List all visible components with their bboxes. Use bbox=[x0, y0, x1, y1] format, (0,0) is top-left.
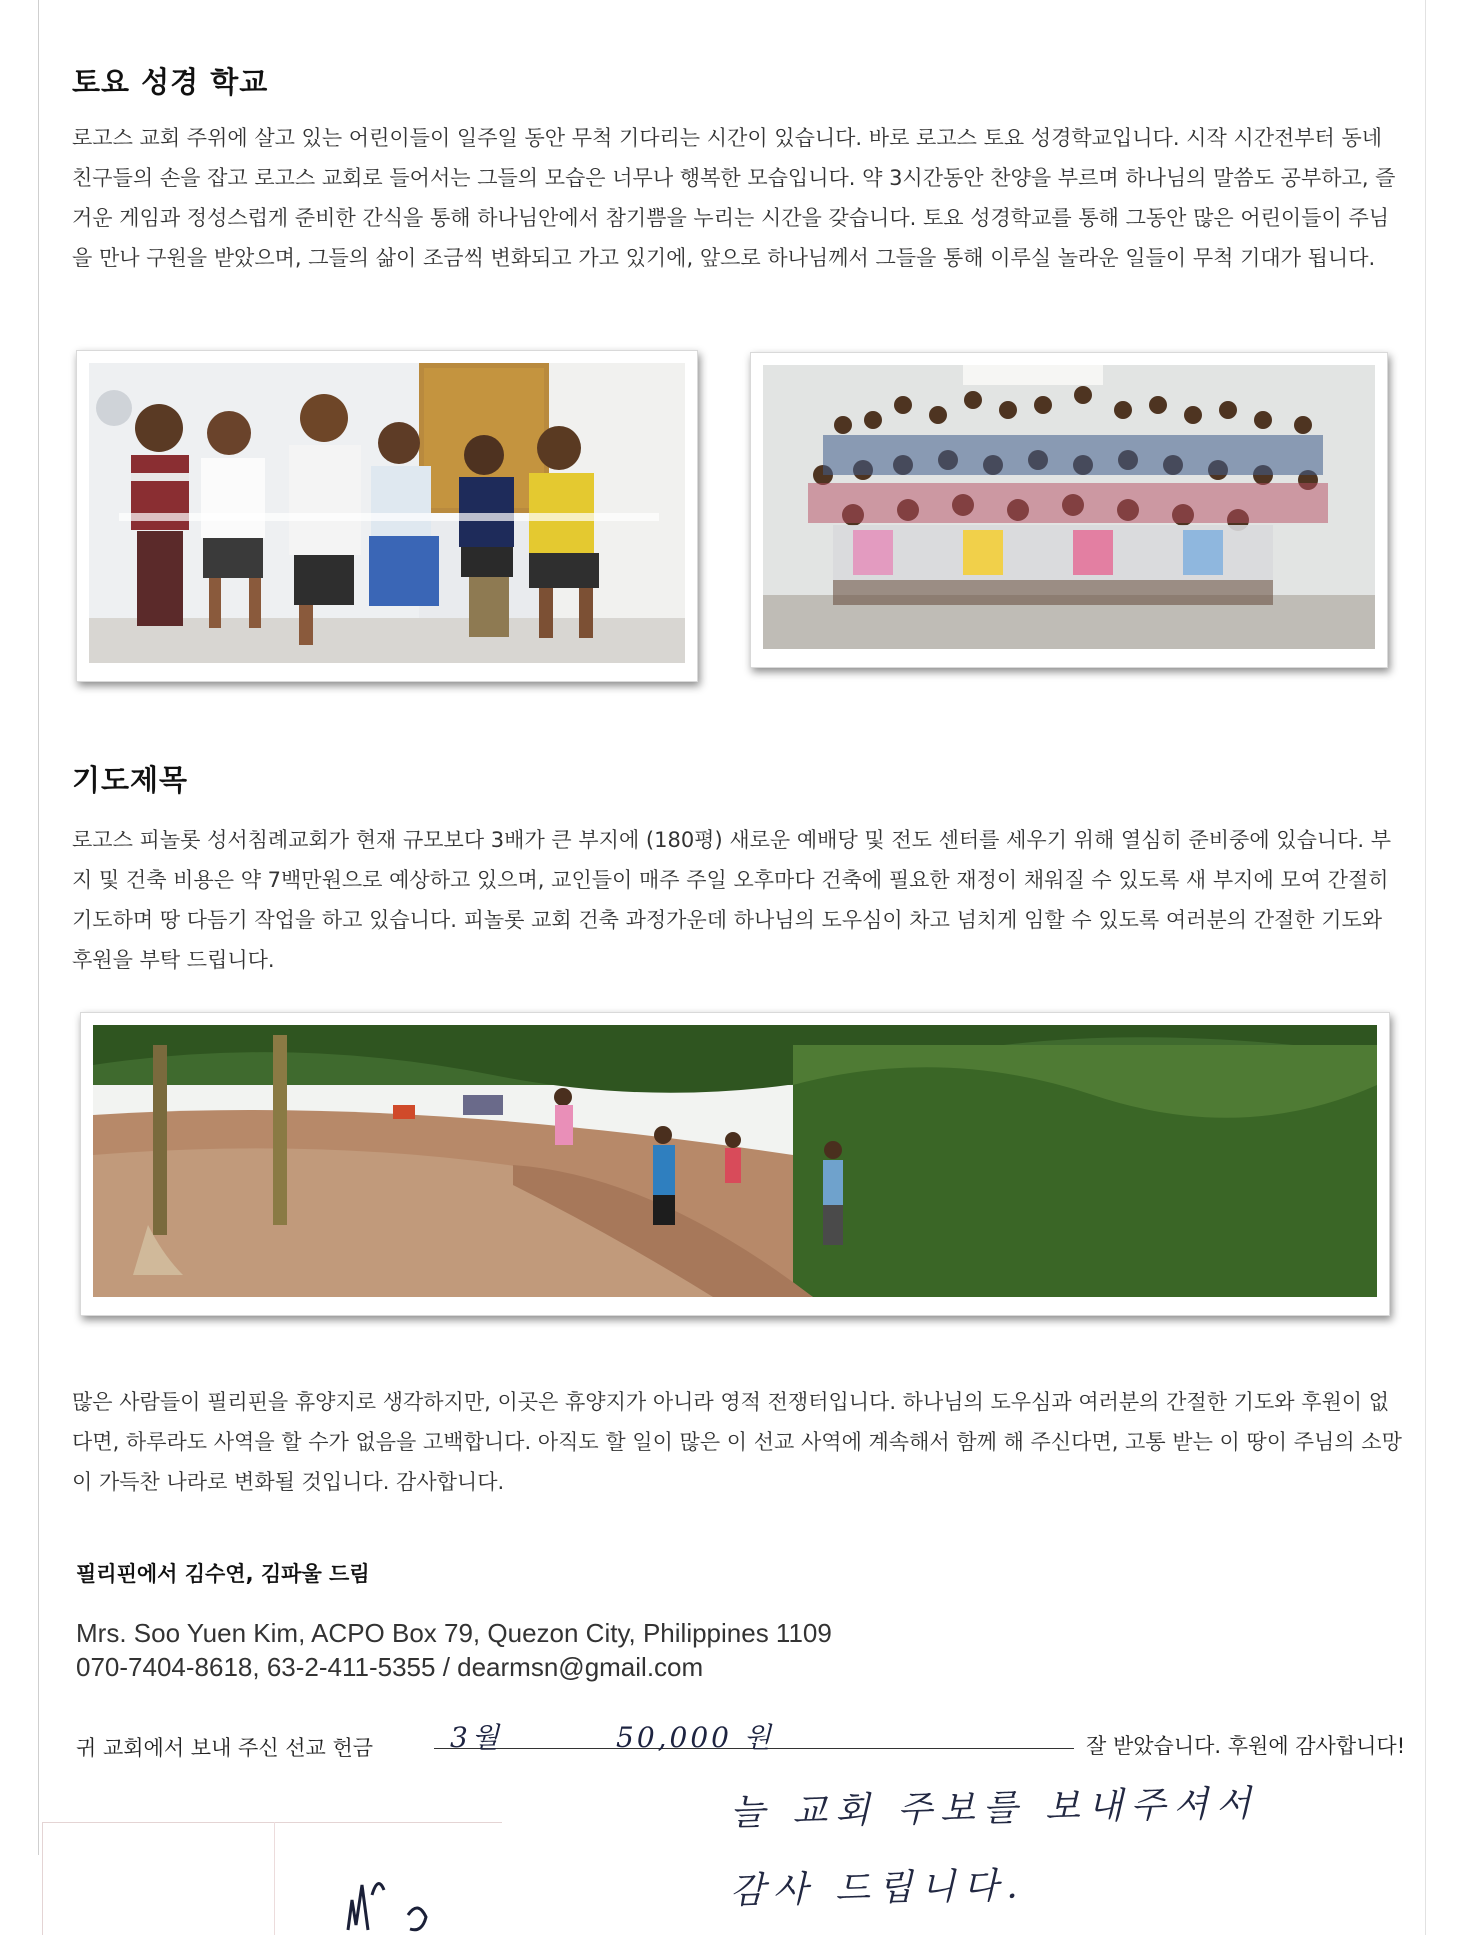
group-photo bbox=[750, 352, 1388, 668]
page-edge-right bbox=[1425, 0, 1426, 1935]
page-edge-left bbox=[38, 0, 39, 1855]
handwritten-note-line2: 감사 드립니다. bbox=[729, 1865, 1026, 1912]
form-border-top bbox=[42, 1822, 502, 1823]
children-seated-image bbox=[89, 363, 685, 663]
receipt-line bbox=[76, 1720, 1416, 1760]
prayer-heading: 기도제목 bbox=[72, 763, 189, 797]
closing-paragraph: 많은 사람들이 필리핀을 휴양지로 생각하지만, 이곳은 휴양지가 아니라 영적 전쟁터입니다. 하나님의 도우심과 여러분의 간절한 기도와 후원이 없다면, 하루라도 사역을 할 수가 없음을 고백합니다. 아직도 할 일이 많은 이 선교 사역에 계속해서 함께 해 주신다면, 고통 받는 이 땅이 주님의 소망이 가득찬 나라로 변화될 것입니다. 감사합니다. bbox=[72, 1390, 1402, 1494]
form-border-divider bbox=[274, 1822, 275, 1935]
phone-email: 070-7404-8618, 63-2-411-5355 / dearmsn@gmail.com bbox=[76, 1652, 704, 1682]
mailing-address: Mrs. Soo Yuen Kim, ACPO Box 79, Quezon City, Philippines 1109 bbox=[76, 1618, 832, 1648]
bible-school-heading: 토요 성경 학교 bbox=[72, 65, 269, 99]
handwritten-note-line1: 늘 교회 주보를 보내주셔서 bbox=[729, 1783, 1260, 1834]
receipt-suffix: 잘 받았습니다. 후원에 감사합니다! bbox=[1086, 1734, 1406, 1758]
handwritten-amount: 50,000 원 bbox=[616, 1721, 774, 1754]
handwritten-signature bbox=[338, 1845, 468, 1935]
land-panorama-photo bbox=[80, 1012, 1390, 1316]
group-image bbox=[763, 365, 1375, 649]
form-border-left bbox=[42, 1822, 43, 1935]
children-seated-photo bbox=[76, 350, 698, 682]
signer-line: 필리핀에서 김수연, 김파울 드림 bbox=[76, 1562, 370, 1586]
land-panorama-image bbox=[93, 1025, 1377, 1297]
receipt-prefix: 귀 교회에서 보내 주신 선교 헌금 bbox=[76, 1736, 374, 1760]
bible-school-paragraph: 로고스 교회 주위에 살고 있는 어린이들이 일주일 동안 무척 기다리는 시간이 있습니다. 바로 로고스 토요 성경학교입니다. 시작 시간전부터 동네 친구들의 손을 잡고 로고스 교회로 들어서는 그들의 모습은 너무나 행복한 모습입니다. 약 3시간동안 찬양을 부르며 하나님의 말씀도 공부하고, 즐거운 게임과 정성스럽게 준비한 간식을 통해 하나님안에서 참기쁨을 누리는 시간을 갖습니다. 토요 성경학교를 통해 그동안 많은 어린이들이 주님을 만나 구원을 받았으며, 그들의 삶이 조금씩 변화되고 가고 있기에, 앞으로 하나님께서 그들을 통해 이루실 놀라운 일들이 무척 기대가 됩니다. bbox=[72, 126, 1396, 270]
prayer-paragraph: 로고스 피놀롯 성서침례교회가 현재 규모보다 3배가 큰 부지에 (180평) 새로운 예배당 및 전도 센터를 세우기 위해 열심히 준비중에 있습니다. 부지 및 건축 비용은 약 7백만원으로 예상하고 있으며, 교인들이 매주 주일 오후마다 건축에 필요한 재정이 채워질 수 있도록 새 부지에 모여 간절히 기도하며 땅 다듬기 작업을 하고 있습니다. 피놀롯 교회 건축 과정가운데 하나님의 도우심이 차고 넘치게 임할 수 있도록 여러분의 간절한 기도와 후원을 부탁 드립니다. bbox=[72, 828, 1392, 972]
handwritten-month: 3월 bbox=[450, 1721, 503, 1754]
